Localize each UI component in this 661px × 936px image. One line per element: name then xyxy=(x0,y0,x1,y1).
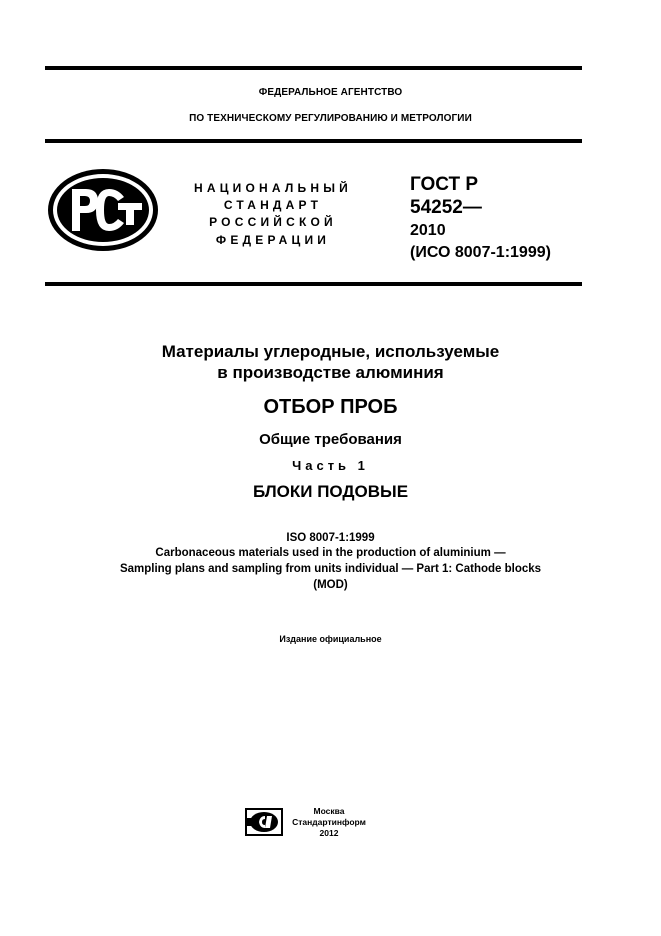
standard-type-line-3: РОССИЙСКОЙ xyxy=(209,215,337,229)
agency-line-1: ФЕДЕРАЛЬНОЕ АГЕНТСТВО xyxy=(258,87,403,98)
standard-type-line-2: СТАНДАРТ xyxy=(223,198,323,212)
standartinform-logo-icon xyxy=(245,808,283,836)
rst-conformity-mark-icon xyxy=(46,167,160,253)
part-label: Часть 1 xyxy=(292,458,369,473)
publisher-name: Стандартинформ xyxy=(292,817,366,827)
title-line-1: Материалы углеродные, используемые xyxy=(161,342,500,361)
header-rule xyxy=(45,139,582,143)
iso-mod: (MOD) xyxy=(313,579,348,591)
iso-title-line-1: Carbonaceous materials used in the production of aluminium — xyxy=(155,547,506,559)
iso-code: ISO 8007-1:1999 xyxy=(286,532,375,544)
subtitle: Общие требования xyxy=(259,431,402,448)
gost-designation: ГОСТ Р xyxy=(410,174,479,195)
gost-year: 2010 xyxy=(410,222,446,239)
part-title: БЛОКИ ПОДОВЫЕ xyxy=(252,482,409,501)
main-title: ОТБОР ПРОБ xyxy=(263,396,398,418)
edition-note: Издание официальное xyxy=(279,634,382,644)
iso-equivalent: (ИСО 8007-1:1999) xyxy=(410,244,551,261)
standard-type-line-1: НАЦИОНАЛЬНЫЙ xyxy=(193,181,353,195)
top-rule xyxy=(45,66,582,70)
publisher-city: Москва xyxy=(313,806,345,816)
iso-title-line-2: Sampling plans and sampling from units individual — Part 1: Cathode blocks xyxy=(119,563,542,575)
gost-number: 54252— xyxy=(410,197,482,218)
header-bottom-rule xyxy=(45,282,582,286)
agency-line-2: ПО ТЕХНИЧЕСКОМУ РЕГУЛИРОВАНИЮ И МЕТРОЛОГИИ xyxy=(189,113,472,124)
title-line-2: в производстве алюминия xyxy=(217,363,444,382)
publisher-year: 2012 xyxy=(319,828,339,838)
standard-type-line-4: ФЕДЕРАЦИИ xyxy=(215,233,331,247)
